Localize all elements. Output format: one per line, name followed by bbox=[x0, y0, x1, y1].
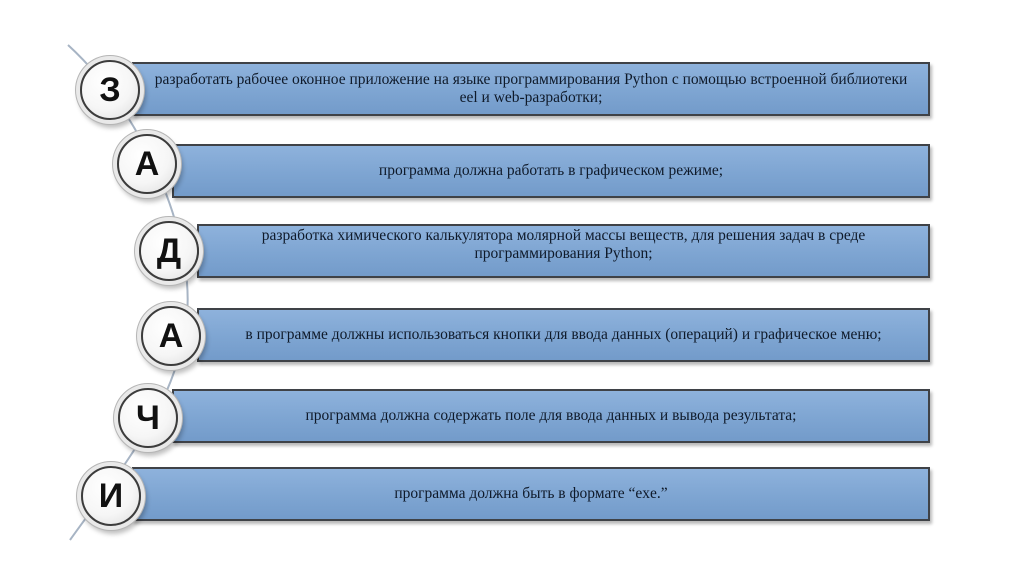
task-bar-6 bbox=[132, 467, 930, 521]
letter-1: З bbox=[99, 71, 121, 109]
letter-badge-1 bbox=[80, 60, 140, 120]
letter-2: А bbox=[134, 145, 160, 183]
letter-5: Ч bbox=[136, 399, 160, 437]
task-text-2: программа должна работать в графическом режиме; bbox=[378, 162, 724, 179]
task-bar-3 bbox=[197, 224, 930, 278]
letter-badge-6 bbox=[81, 466, 141, 526]
task-bar-1 bbox=[132, 62, 930, 116]
task-bar-5 bbox=[172, 389, 930, 443]
letter-4: А bbox=[158, 317, 184, 355]
letter-3: Д bbox=[156, 232, 182, 270]
task-text-3: разработка химического калькулятора молярной массы веществ, для решения задач в среде программирования Python; bbox=[261, 227, 866, 262]
letter-badge-3 bbox=[139, 221, 199, 281]
letter-badge-2 bbox=[117, 134, 177, 194]
letter-badge-4 bbox=[141, 306, 201, 366]
task-text-5: программа должна содержать поле для ввода данных и вывода результата; bbox=[305, 407, 797, 424]
task-bar-4 bbox=[197, 308, 930, 362]
task-text-1: разработать рабочее оконное приложение на языке программирования Python с помощью встроенной библиотеки eel и web-разработки; bbox=[154, 71, 908, 106]
task-bar-2 bbox=[172, 144, 930, 198]
letter-6: И bbox=[98, 477, 124, 515]
task-text-6: программа должна быть в формате “exe.” bbox=[394, 485, 668, 502]
task-text-4: в программе должны использоваться кнопки для ввода данных (операций) и графическое меню; bbox=[245, 326, 882, 343]
letter-badge-5 bbox=[118, 388, 178, 448]
